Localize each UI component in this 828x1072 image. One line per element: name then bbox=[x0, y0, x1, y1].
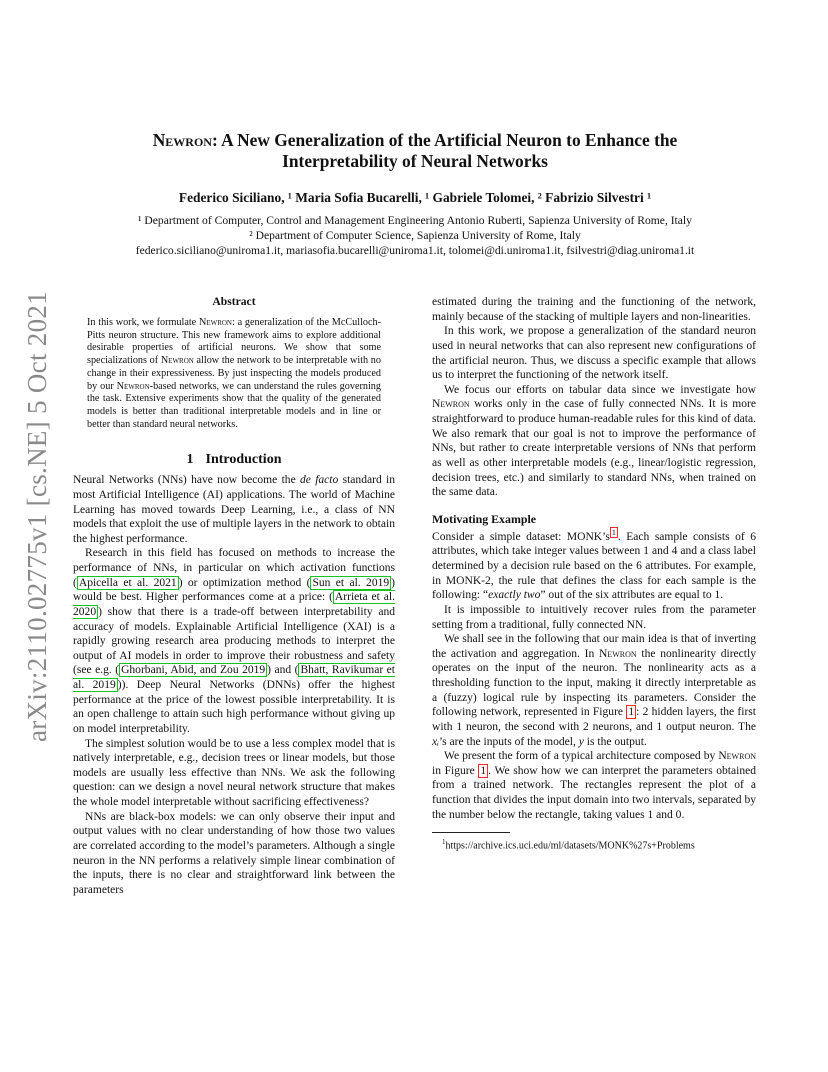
figure-link[interactable]: 1 bbox=[480, 764, 487, 777]
motivating-paragraph-2: It is impossible to intuitively recover rules from the parameter setting from a traditional, fully connected NN. bbox=[432, 603, 756, 631]
motivating-paragraph-3 bbox=[432, 632, 756, 749]
newron-name: Newron bbox=[718, 750, 756, 763]
newron-name: Newron bbox=[432, 398, 470, 411]
abstract-text: : a generalization of the McCulloch-Pitts neuron structure. This new framework aims to explore additional desirable properties of artificial neurons. We show that some specializations of bbox=[87, 317, 382, 367]
section-number: 1 bbox=[186, 452, 194, 468]
citation-link[interactable]: Arrieta et al. 2020 bbox=[73, 591, 395, 618]
title-newron: Newron bbox=[152, 130, 212, 150]
section-heading-introduction bbox=[73, 451, 395, 469]
right-paragraph-1: estimated during the training and the functioning of the network, mainly because of the stacking of multiple layers and non-linearities. bbox=[432, 296, 756, 323]
paragraph-text: works only in the case of fully connected NNs. It is more straightforward to produce human-readable rules for this kind of data. We also remark that our goal is not to improve the performance of NNs, but rather to create interpretable versions of NNs that perform as well as other interpretable models (e.g., linear/logistic regression, decision trees, etc.) and similarly to standard NNs, when trained on the same data. bbox=[432, 398, 756, 499]
paragraph-text: We focus our efforts on tabular data since we investigate how bbox=[444, 383, 756, 396]
motivating-paragraph-1 bbox=[432, 527, 756, 603]
intro-paragraph-3: The simplest solution would be to use a less complex model that is natively interpretable, e.g., decision trees or linear models, but those models are usually less effective than NNs. We ask the following question: can we design a novel neural network structure that makes the whole model interpretable without sacrificing effectiveness? bbox=[73, 737, 395, 809]
citation-link[interactable]: Bhatt, Ravikumar et al. 2019 bbox=[73, 664, 395, 692]
paragraph-text: . Each sample consists of 6 attributes, which take integer values between 1 and 4 and a class label determined by a decision rule based on the 6 attributes. For example, in MONK-2, the rule that defines the class for each sample is the following: “ bbox=[432, 530, 756, 602]
abstract-newron: Newron bbox=[116, 380, 150, 392]
author-list: Federico Siciliano, ¹ Maria Sofia Bucarelli, ¹ Gabriele Tolomei, ² Fabrizio Silvestri ¹ bbox=[178, 190, 652, 205]
paragraph-text: standard in most Artificial Intelligence (AI) applications. The world of Machine Learning has moved towards Deep Learning, i.e., a class of NN models that exploit the use of multiple layers in the network to obtain the highest performance. bbox=[73, 474, 396, 545]
paragraph-text: the nonlinearity directly operates on the input of the neuron. The nonlinearity acts as a thresholding function to the input, making it directly interpretable as a (fuzzy) logical rule by inspecting its parameters. Consider the following network, represented in Figure bbox=[432, 647, 756, 719]
affiliations bbox=[70, 213, 760, 258]
paragraph-text: Neural Networks (NNs) have now become the bbox=[73, 474, 300, 487]
abstract-text: -based networks, we can understand the rules governing the task. Extensive experiments show that the quality of the generated models is better than traditional interpretable models and in line or better than standard neural networks. bbox=[87, 380, 381, 430]
math-text: y bbox=[578, 735, 584, 748]
right-column bbox=[432, 295, 756, 853]
arxiv-sidebar-stamp bbox=[16, 290, 60, 742]
abstract-text: allow the network to be interpretable with no change in their expressiveness. By just inspecting the models produced by our bbox=[87, 355, 381, 392]
paragraph-text: in Figure bbox=[432, 764, 479, 777]
title-rest: : A New Generalization of the Artificial Neuron to Enhance the bbox=[211, 130, 678, 150]
citation-link[interactable]: Ghorbani, Abid, and Zou 2019 bbox=[121, 664, 266, 677]
footnote bbox=[432, 836, 756, 852]
motivating-paragraph-4 bbox=[432, 749, 756, 822]
paragraph-text: ) or optimization method ( bbox=[178, 576, 311, 589]
paragraph-text: We present the form of a typical architecture composed by bbox=[444, 750, 719, 763]
title-line-1 bbox=[90, 130, 740, 151]
paragraph-text: ) show that there is a trade-off between interpretability and accuracy of models. Explainable Artificial Intelligence (XAI) is a rapidly growing research area producing methods to interpret the output of AI models in order to improve their robustness and safety (see e.g. ( bbox=[73, 605, 395, 677]
emphasis-text: de facto bbox=[300, 474, 339, 487]
paragraph-text: . We show how we can interpret the parameters obtained from a trained network. The rectangles represent the plot of a function that divides the input domain into two intervals, separated by the number below the rectangle, taking values 1 and 0. bbox=[432, 764, 756, 821]
left-column bbox=[73, 295, 395, 897]
paragraph-text: ’s are the inputs of the model, bbox=[438, 735, 579, 748]
paragraph-text: ) and ( bbox=[267, 664, 299, 677]
intro-paragraph-4: NNs are black-box models: we can only observe their input and output values with no clear understanding of how those two values are correlated according to the model’s parameters. Although a single neuron in the NN performs a relatively simple linear combination of the inputs, there is no clear and straightforward link between the parameters bbox=[73, 810, 395, 896]
motivating-example-heading: Motivating Example bbox=[432, 511, 537, 526]
intro-paragraph-1 bbox=[73, 473, 395, 546]
paragraph-text: We shall see in the following that our main idea is that of inverting the activation and aggregation. In bbox=[432, 633, 756, 660]
citation-link[interactable]: Apicella et al. 2021 bbox=[78, 576, 177, 589]
abstract-body bbox=[87, 317, 381, 431]
footnote-divider bbox=[432, 832, 510, 833]
paper-title bbox=[90, 130, 740, 172]
affiliation-2: ² Department of Computer Science, Sapienza University of Rome, Italy bbox=[249, 229, 581, 242]
paragraph-text: ) would be best. Higher performances come at a price: ( bbox=[73, 576, 396, 604]
citation-link[interactable]: Sun et al. 2019 bbox=[312, 576, 390, 589]
newron-name: Newron bbox=[598, 647, 637, 660]
paragraph-text: : 2 hidden layers, the first with 1 neuron, the second with 2 neurons, and 1 output neuron. The bbox=[432, 706, 756, 733]
affiliation-1: ¹ Department of Computer, Control and Management Engineering Antonio Ruberti, Sapienza University of Rome, Italy bbox=[138, 214, 692, 227]
section-title: Introduction bbox=[205, 452, 282, 468]
paragraph-text: )). Deep Neural Networks (DNNs) offer the highest performance at the price of the lowest possible interpretability. It is an open challenge to attain such high performance without giving up on model interpretability. bbox=[73, 679, 395, 735]
abstract-newron: Newron bbox=[160, 355, 194, 367]
figure-link[interactable]: 1 bbox=[628, 706, 635, 719]
paragraph-text: Research in this field has focused on methods to increase the performance of NNs, in particular on which activation functions ( bbox=[73, 547, 395, 589]
right-paragraph-3 bbox=[432, 383, 756, 500]
footnote-mark: 1 bbox=[442, 838, 446, 847]
author-emails: federico.siciliano@uniroma1.it, mariasofia.bucarelli@uniroma1.it, tolomei@di.uniroma1.it, fsilvestri@diag.uniroma1.it bbox=[135, 244, 695, 257]
emphasis-text: exactly two bbox=[488, 589, 541, 602]
paragraph-text: ” out of the six attributes are equal to 1. bbox=[540, 589, 724, 602]
paragraph-text: is the output. bbox=[583, 735, 647, 748]
math-text: xᵢ bbox=[432, 735, 439, 748]
arxiv-identifier: arXiv:2110.02775v1 [cs.NE] 5 Oct 2021 bbox=[22, 290, 53, 742]
abstract-newron: Newron bbox=[198, 317, 232, 328]
intro-paragraph-2 bbox=[73, 546, 395, 736]
abstract-heading: Abstract bbox=[212, 295, 256, 308]
paragraph-text: Consider a simple dataset: MONK’s bbox=[432, 530, 610, 543]
right-paragraph-2: In this work, we propose a generalization of the standard neuron used in neural networks that can also represent new configurations of the artificial neuron. Thus, we discuss a specific example that allows us to interpret the functioning of the network itself. bbox=[432, 325, 756, 382]
abstract-text: In this work, we formulate bbox=[87, 317, 199, 328]
footnote-url[interactable]: https://archive.ics.uci.edu/ml/datasets/MONK%27s+Problems bbox=[445, 840, 695, 852]
footnote-link[interactable]: 1 bbox=[611, 527, 616, 537]
title-line-2: Interpretability of Neural Networks bbox=[282, 151, 548, 171]
